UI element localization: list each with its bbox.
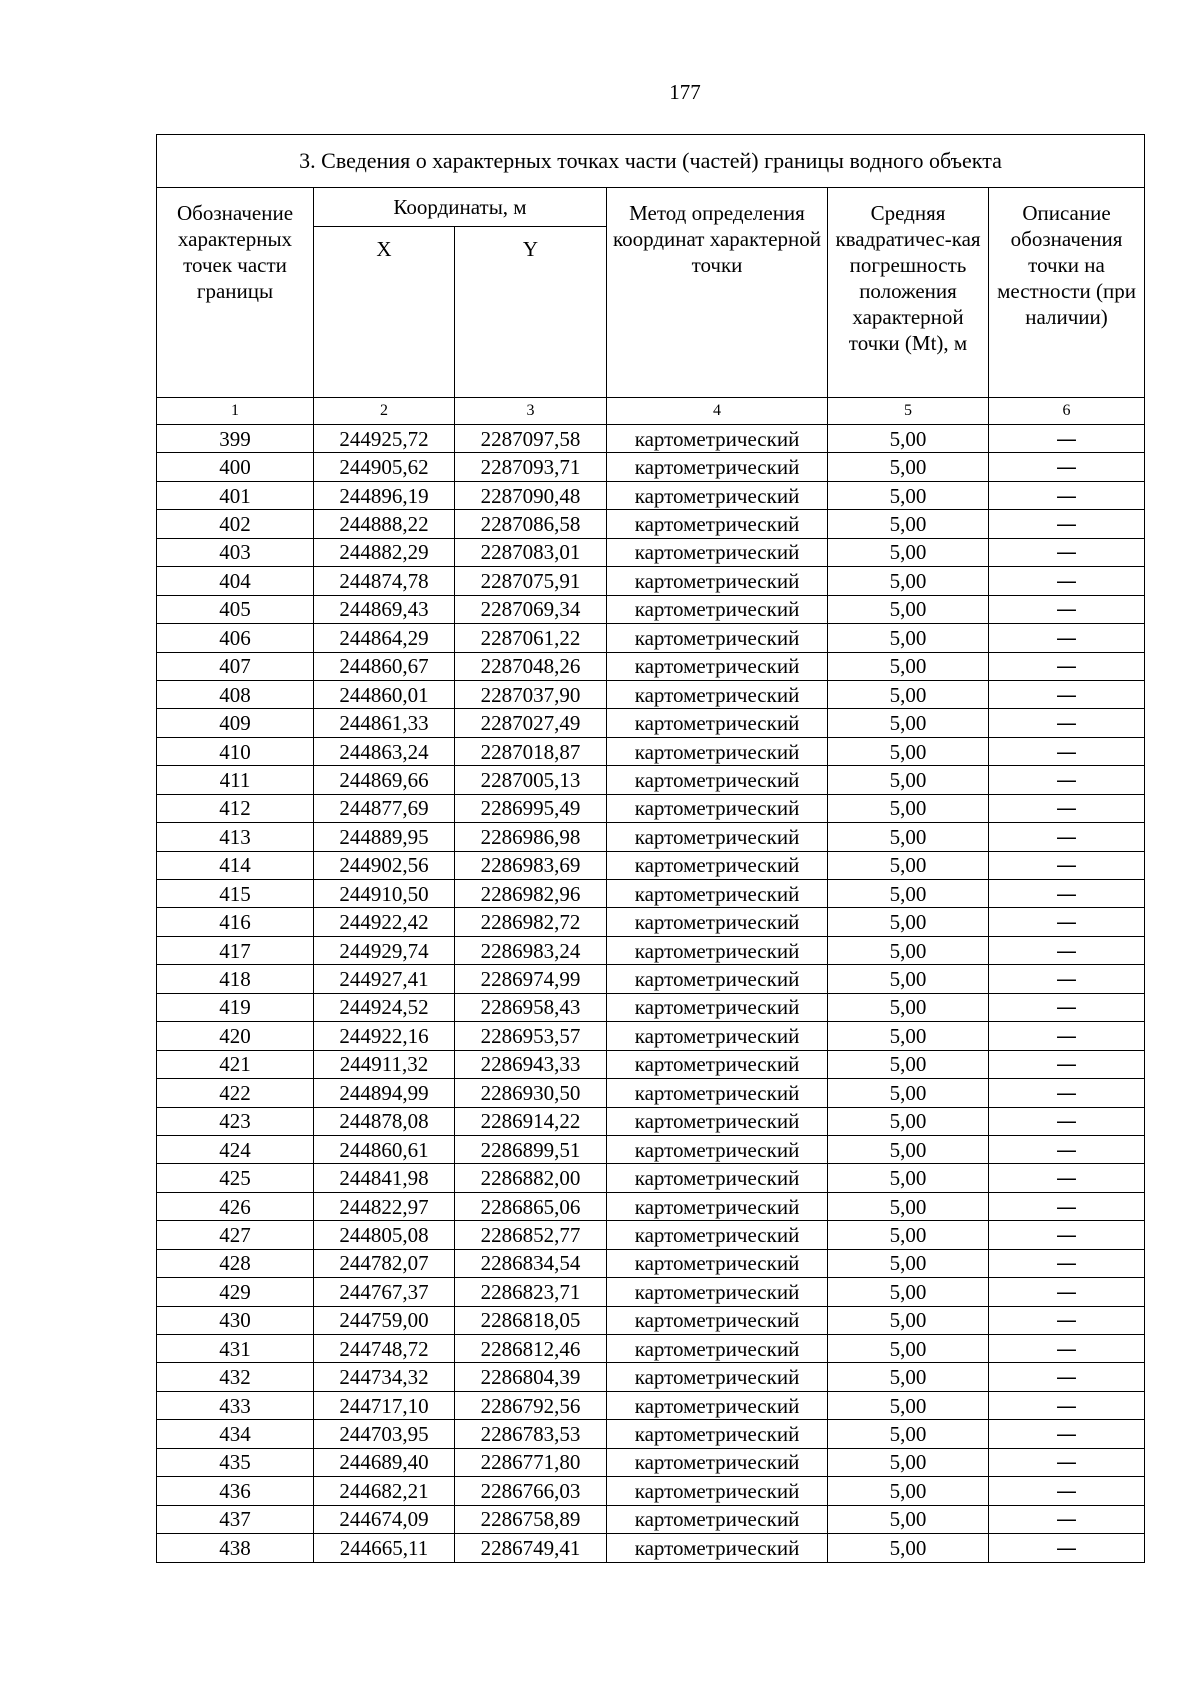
- table-row: [157, 766, 1145, 794]
- table-row: [157, 1335, 1145, 1363]
- y-coordinate-cell: 2286783,53: [455, 1420, 607, 1448]
- column-numbers-row: [157, 398, 1145, 425]
- error-cell: 5,00: [828, 936, 989, 964]
- table-row: [157, 567, 1145, 595]
- method-cell: картометрический: [607, 1022, 828, 1050]
- table-title: 3. Сведения о характерных точках части (частей) границы водного объекта: [157, 135, 1145, 188]
- method-cell: картометрический: [607, 1221, 828, 1249]
- description-cell: —: [989, 1192, 1145, 1220]
- description-cell: —: [989, 680, 1145, 708]
- y-coordinate-cell: 2286882,00: [455, 1164, 607, 1192]
- method-cell: картометрический: [607, 1420, 828, 1448]
- y-coordinate-cell: 2286953,57: [455, 1022, 607, 1050]
- x-coordinate-cell: 244863,24: [314, 737, 455, 765]
- point-number-cell: 437: [157, 1505, 314, 1533]
- x-coordinate-cell: 244841,98: [314, 1164, 455, 1192]
- x-coordinate-cell: 244882,29: [314, 538, 455, 566]
- error-cell: 5,00: [828, 1192, 989, 1220]
- description-cell: —: [989, 1050, 1145, 1078]
- x-coordinate-cell: 244888,22: [314, 510, 455, 538]
- y-coordinate-cell: 2286983,69: [455, 851, 607, 879]
- error-cell: 5,00: [828, 538, 989, 566]
- point-number-cell: 407: [157, 652, 314, 680]
- description-cell: —: [989, 652, 1145, 680]
- y-coordinate-cell: 2286771,80: [455, 1448, 607, 1476]
- point-number-cell: 426: [157, 1192, 314, 1220]
- description-cell: —: [989, 425, 1145, 453]
- description-cell: —: [989, 823, 1145, 851]
- method-cell: картометрический: [607, 510, 828, 538]
- description-cell: —: [989, 766, 1145, 794]
- y-coordinate-cell: 2287018,87: [455, 737, 607, 765]
- error-cell: 5,00: [828, 1534, 989, 1562]
- point-number-cell: 415: [157, 880, 314, 908]
- y-coordinate-cell: 2286958,43: [455, 993, 607, 1021]
- table-row: [157, 510, 1145, 538]
- description-cell: —: [989, 1249, 1145, 1277]
- table-row: [157, 823, 1145, 851]
- method-cell: картометрический: [607, 652, 828, 680]
- column-number: 2: [314, 398, 455, 425]
- error-cell: 5,00: [828, 1079, 989, 1107]
- method-cell: картометрический: [607, 1135, 828, 1163]
- method-cell: картометрический: [607, 425, 828, 453]
- point-number-cell: 435: [157, 1448, 314, 1476]
- error-cell: 5,00: [828, 1335, 989, 1363]
- method-cell: картометрический: [607, 1306, 828, 1334]
- x-coordinate-cell: 244689,40: [314, 1448, 455, 1476]
- x-coordinate-cell: 244861,33: [314, 709, 455, 737]
- method-cell: картометрический: [607, 1391, 828, 1419]
- description-cell: —: [989, 794, 1145, 822]
- point-number-cell: 436: [157, 1477, 314, 1505]
- table-header: [157, 135, 1145, 425]
- x-coordinate-cell: 244734,32: [314, 1363, 455, 1391]
- table-row: [157, 880, 1145, 908]
- y-coordinate-cell: 2286982,96: [455, 880, 607, 908]
- table-row: [157, 737, 1145, 765]
- y-coordinate-cell: 2286758,89: [455, 1505, 607, 1533]
- table-row: [157, 993, 1145, 1021]
- table-row: [157, 1306, 1145, 1334]
- description-cell: —: [989, 908, 1145, 936]
- description-cell: —: [989, 1335, 1145, 1363]
- error-cell: 5,00: [828, 1420, 989, 1448]
- description-cell: —: [989, 1363, 1145, 1391]
- header-error: Средняя квадратичес-кая погрешность положения характерной точки (Mt), м: [828, 188, 989, 398]
- method-cell: картометрический: [607, 880, 828, 908]
- y-coordinate-cell: 2286982,72: [455, 908, 607, 936]
- method-cell: картометрический: [607, 1192, 828, 1220]
- y-coordinate-cell: 2286986,98: [455, 823, 607, 851]
- y-coordinate-cell: 2287075,91: [455, 567, 607, 595]
- description-cell: —: [989, 737, 1145, 765]
- method-cell: картометрический: [607, 624, 828, 652]
- point-number-cell: 405: [157, 595, 314, 623]
- method-cell: картометрический: [607, 567, 828, 595]
- header-point-designation: Обозначение характерных точек части границы: [157, 188, 314, 398]
- point-number-cell: 414: [157, 851, 314, 879]
- method-cell: картометрический: [607, 965, 828, 993]
- table-row: [157, 936, 1145, 964]
- y-coordinate-cell: 2286823,71: [455, 1278, 607, 1306]
- point-number-cell: 438: [157, 1534, 314, 1562]
- table-row: [157, 1505, 1145, 1533]
- table-body: [157, 425, 1145, 1563]
- description-cell: —: [989, 453, 1145, 481]
- method-cell: картометрический: [607, 823, 828, 851]
- y-coordinate-cell: 2286914,22: [455, 1107, 607, 1135]
- description-cell: —: [989, 965, 1145, 993]
- method-cell: картометрический: [607, 1107, 828, 1135]
- table-row: [157, 1391, 1145, 1419]
- column-number: 3: [455, 398, 607, 425]
- point-number-cell: 409: [157, 709, 314, 737]
- x-coordinate-cell: 244922,16: [314, 1022, 455, 1050]
- x-coordinate-cell: 244860,01: [314, 680, 455, 708]
- point-number-cell: 421: [157, 1050, 314, 1078]
- method-cell: картометрический: [607, 794, 828, 822]
- method-cell: картометрический: [607, 993, 828, 1021]
- point-number-cell: 404: [157, 567, 314, 595]
- error-cell: 5,00: [828, 1221, 989, 1249]
- x-coordinate-cell: 244860,61: [314, 1135, 455, 1163]
- description-cell: —: [989, 595, 1145, 623]
- y-coordinate-cell: 2286818,05: [455, 1306, 607, 1334]
- point-number-cell: 413: [157, 823, 314, 851]
- table-row: [157, 1420, 1145, 1448]
- table-row: [157, 709, 1145, 737]
- y-coordinate-cell: 2286865,06: [455, 1192, 607, 1220]
- x-coordinate-cell: 244927,41: [314, 965, 455, 993]
- table-row: [157, 1221, 1145, 1249]
- x-coordinate-cell: 244925,72: [314, 425, 455, 453]
- x-coordinate-cell: 244674,09: [314, 1505, 455, 1533]
- point-number-cell: 410: [157, 737, 314, 765]
- y-coordinate-cell: 2287086,58: [455, 510, 607, 538]
- description-cell: —: [989, 1278, 1145, 1306]
- table-row: [157, 1050, 1145, 1078]
- x-coordinate-cell: 244822,97: [314, 1192, 455, 1220]
- y-coordinate-cell: 2286852,77: [455, 1221, 607, 1249]
- table-row: [157, 425, 1145, 453]
- description-cell: —: [989, 880, 1145, 908]
- error-cell: 5,00: [828, 1107, 989, 1135]
- x-coordinate-cell: 244894,99: [314, 1079, 455, 1107]
- point-number-cell: 428: [157, 1249, 314, 1277]
- error-cell: 5,00: [828, 823, 989, 851]
- x-coordinate-cell: 244869,43: [314, 595, 455, 623]
- y-coordinate-cell: 2286766,03: [455, 1477, 607, 1505]
- method-cell: картометрический: [607, 1335, 828, 1363]
- table-row: [157, 1022, 1145, 1050]
- error-cell: 5,00: [828, 880, 989, 908]
- point-number-cell: 427: [157, 1221, 314, 1249]
- x-coordinate-cell: 244682,21: [314, 1477, 455, 1505]
- x-coordinate-cell: 244910,50: [314, 880, 455, 908]
- table-row: [157, 538, 1145, 566]
- table-row: [157, 652, 1145, 680]
- point-number-cell: 406: [157, 624, 314, 652]
- method-cell: картометрический: [607, 1534, 828, 1562]
- boundary-points-table: [156, 134, 1145, 1563]
- error-cell: 5,00: [828, 908, 989, 936]
- error-cell: 5,00: [828, 481, 989, 509]
- x-coordinate-cell: 244874,78: [314, 567, 455, 595]
- error-cell: 5,00: [828, 851, 989, 879]
- y-coordinate-cell: 2287027,49: [455, 709, 607, 737]
- description-cell: —: [989, 1420, 1145, 1448]
- error-cell: 5,00: [828, 425, 989, 453]
- table-row: [157, 595, 1145, 623]
- error-cell: 5,00: [828, 680, 989, 708]
- method-cell: картометрический: [607, 709, 828, 737]
- y-coordinate-cell: 2286983,24: [455, 936, 607, 964]
- method-cell: картометрический: [607, 453, 828, 481]
- description-cell: —: [989, 936, 1145, 964]
- table-row: [157, 1249, 1145, 1277]
- table-row: [157, 624, 1145, 652]
- y-coordinate-cell: 2286804,39: [455, 1363, 607, 1391]
- table-row: [157, 481, 1145, 509]
- x-coordinate-cell: 244717,10: [314, 1391, 455, 1419]
- method-cell: картометрический: [607, 737, 828, 765]
- method-cell: картометрический: [607, 1249, 828, 1277]
- point-number-cell: 429: [157, 1278, 314, 1306]
- point-number-cell: 434: [157, 1420, 314, 1448]
- x-coordinate-cell: 244922,42: [314, 908, 455, 936]
- point-number-cell: 423: [157, 1107, 314, 1135]
- point-number-cell: 431: [157, 1335, 314, 1363]
- point-number-cell: 422: [157, 1079, 314, 1107]
- error-cell: 5,00: [828, 595, 989, 623]
- point-number-cell: 416: [157, 908, 314, 936]
- x-coordinate-cell: 244902,56: [314, 851, 455, 879]
- table-row: [157, 1448, 1145, 1476]
- y-coordinate-cell: 2287061,22: [455, 624, 607, 652]
- description-cell: —: [989, 1135, 1145, 1163]
- y-coordinate-cell: 2287037,90: [455, 680, 607, 708]
- method-cell: картометрический: [607, 1477, 828, 1505]
- y-coordinate-cell: 2286899,51: [455, 1135, 607, 1163]
- method-cell: картометрический: [607, 766, 828, 794]
- y-coordinate-cell: 2287097,58: [455, 425, 607, 453]
- method-cell: картометрический: [607, 680, 828, 708]
- method-cell: картометрический: [607, 1050, 828, 1078]
- error-cell: 5,00: [828, 993, 989, 1021]
- y-coordinate-cell: 2287083,01: [455, 538, 607, 566]
- description-cell: —: [989, 993, 1145, 1021]
- table-row: [157, 851, 1145, 879]
- x-coordinate-cell: 244929,74: [314, 936, 455, 964]
- page-number: 177: [669, 80, 701, 104]
- description-cell: —: [989, 567, 1145, 595]
- method-cell: картометрический: [607, 1363, 828, 1391]
- description-cell: —: [989, 1107, 1145, 1135]
- header-coordinates: Координаты, м: [314, 188, 607, 227]
- point-number-cell: 430: [157, 1306, 314, 1334]
- x-coordinate-cell: 244782,07: [314, 1249, 455, 1277]
- point-number-cell: 408: [157, 680, 314, 708]
- table-row: [157, 1477, 1145, 1505]
- point-number-cell: 425: [157, 1164, 314, 1192]
- x-coordinate-cell: 244911,32: [314, 1050, 455, 1078]
- column-number: 6: [989, 398, 1145, 425]
- column-number: 4: [607, 398, 828, 425]
- error-cell: 5,00: [828, 1249, 989, 1277]
- point-number-cell: 432: [157, 1363, 314, 1391]
- table-row: [157, 965, 1145, 993]
- error-cell: 5,00: [828, 652, 989, 680]
- error-cell: 5,00: [828, 1306, 989, 1334]
- error-cell: 5,00: [828, 766, 989, 794]
- y-coordinate-cell: 2287005,13: [455, 766, 607, 794]
- description-cell: —: [989, 1221, 1145, 1249]
- error-cell: 5,00: [828, 709, 989, 737]
- error-cell: 5,00: [828, 1391, 989, 1419]
- table-row: [157, 1278, 1145, 1306]
- point-number-cell: 412: [157, 794, 314, 822]
- y-coordinate-cell: 2287069,34: [455, 595, 607, 623]
- x-coordinate-cell: 244703,95: [314, 1420, 455, 1448]
- table-row: [157, 1107, 1145, 1135]
- point-number-cell: 433: [157, 1391, 314, 1419]
- y-coordinate-cell: 2286812,46: [455, 1335, 607, 1363]
- method-cell: картометрический: [607, 595, 828, 623]
- error-cell: 5,00: [828, 1278, 989, 1306]
- header-method: Метод определения координат характерной точки: [607, 188, 828, 398]
- table-row: [157, 908, 1145, 936]
- point-number-cell: 417: [157, 936, 314, 964]
- description-cell: —: [989, 1164, 1145, 1192]
- point-number-cell: 419: [157, 993, 314, 1021]
- error-cell: 5,00: [828, 624, 989, 652]
- method-cell: картометрический: [607, 481, 828, 509]
- method-cell: картометрический: [607, 1448, 828, 1476]
- table-row: [157, 1534, 1145, 1562]
- method-cell: картометрический: [607, 538, 828, 566]
- method-cell: картометрический: [607, 908, 828, 936]
- method-cell: картометрический: [607, 1278, 828, 1306]
- point-number-cell: 403: [157, 538, 314, 566]
- error-cell: 5,00: [828, 794, 989, 822]
- description-cell: —: [989, 481, 1145, 509]
- x-coordinate-cell: 244864,29: [314, 624, 455, 652]
- point-number-cell: 402: [157, 510, 314, 538]
- error-cell: 5,00: [828, 567, 989, 595]
- x-coordinate-cell: 244924,52: [314, 993, 455, 1021]
- description-cell: —: [989, 538, 1145, 566]
- point-number-cell: 411: [157, 766, 314, 794]
- x-coordinate-cell: 244877,69: [314, 794, 455, 822]
- description-cell: —: [989, 1448, 1145, 1476]
- error-cell: 5,00: [828, 453, 989, 481]
- table-row: [157, 1363, 1145, 1391]
- x-coordinate-cell: 244860,67: [314, 652, 455, 680]
- error-cell: 5,00: [828, 510, 989, 538]
- method-cell: картометрический: [607, 1079, 828, 1107]
- y-coordinate-cell: 2286974,99: [455, 965, 607, 993]
- table-row: [157, 794, 1145, 822]
- error-cell: 5,00: [828, 1448, 989, 1476]
- header-x: X: [314, 227, 455, 398]
- header-description: Описание обозначения точки на местности (при наличии): [989, 188, 1145, 398]
- description-cell: —: [989, 1306, 1145, 1334]
- x-coordinate-cell: 244889,95: [314, 823, 455, 851]
- y-coordinate-cell: 2286792,56: [455, 1391, 607, 1419]
- method-cell: картометрический: [607, 851, 828, 879]
- error-cell: 5,00: [828, 1477, 989, 1505]
- description-cell: —: [989, 851, 1145, 879]
- x-coordinate-cell: 244878,08: [314, 1107, 455, 1135]
- description-cell: —: [989, 1391, 1145, 1419]
- x-coordinate-cell: 244759,00: [314, 1306, 455, 1334]
- method-cell: картометрический: [607, 1505, 828, 1533]
- point-number-cell: 420: [157, 1022, 314, 1050]
- error-cell: 5,00: [828, 1363, 989, 1391]
- error-cell: 5,00: [828, 1022, 989, 1050]
- error-cell: 5,00: [828, 737, 989, 765]
- description-cell: —: [989, 1477, 1145, 1505]
- x-coordinate-cell: 244665,11: [314, 1534, 455, 1562]
- error-cell: 5,00: [828, 1135, 989, 1163]
- table-row: [157, 1192, 1145, 1220]
- error-cell: 5,00: [828, 965, 989, 993]
- y-coordinate-cell: 2287093,71: [455, 453, 607, 481]
- description-cell: —: [989, 510, 1145, 538]
- x-coordinate-cell: 244869,66: [314, 766, 455, 794]
- y-coordinate-cell: 2286749,41: [455, 1534, 607, 1562]
- table-row: [157, 680, 1145, 708]
- description-cell: —: [989, 624, 1145, 652]
- table-row: [157, 1135, 1145, 1163]
- error-cell: 5,00: [828, 1505, 989, 1533]
- method-cell: картометрический: [607, 936, 828, 964]
- point-number-cell: 400: [157, 453, 314, 481]
- description-cell: —: [989, 709, 1145, 737]
- x-coordinate-cell: 244905,62: [314, 453, 455, 481]
- description-cell: —: [989, 1022, 1145, 1050]
- error-cell: 5,00: [828, 1164, 989, 1192]
- y-coordinate-cell: 2286930,50: [455, 1079, 607, 1107]
- table-row: [157, 453, 1145, 481]
- table-row: [157, 1164, 1145, 1192]
- point-number-cell: 399: [157, 425, 314, 453]
- y-coordinate-cell: 2286995,49: [455, 794, 607, 822]
- x-coordinate-cell: 244767,37: [314, 1278, 455, 1306]
- error-cell: 5,00: [828, 1050, 989, 1078]
- table-row: [157, 1079, 1145, 1107]
- y-coordinate-cell: 2287090,48: [455, 481, 607, 509]
- x-coordinate-cell: 244896,19: [314, 481, 455, 509]
- description-cell: —: [989, 1079, 1145, 1107]
- header-y: Y: [455, 227, 607, 398]
- x-coordinate-cell: 244748,72: [314, 1335, 455, 1363]
- x-coordinate-cell: 244805,08: [314, 1221, 455, 1249]
- description-cell: —: [989, 1505, 1145, 1533]
- description-cell: —: [989, 1534, 1145, 1562]
- y-coordinate-cell: 2286834,54: [455, 1249, 607, 1277]
- column-number: 1: [157, 398, 314, 425]
- point-number-cell: 418: [157, 965, 314, 993]
- method-cell: картометрический: [607, 1164, 828, 1192]
- point-number-cell: 424: [157, 1135, 314, 1163]
- y-coordinate-cell: 2287048,26: [455, 652, 607, 680]
- column-number: 5: [828, 398, 989, 425]
- point-number-cell: 401: [157, 481, 314, 509]
- y-coordinate-cell: 2286943,33: [455, 1050, 607, 1078]
